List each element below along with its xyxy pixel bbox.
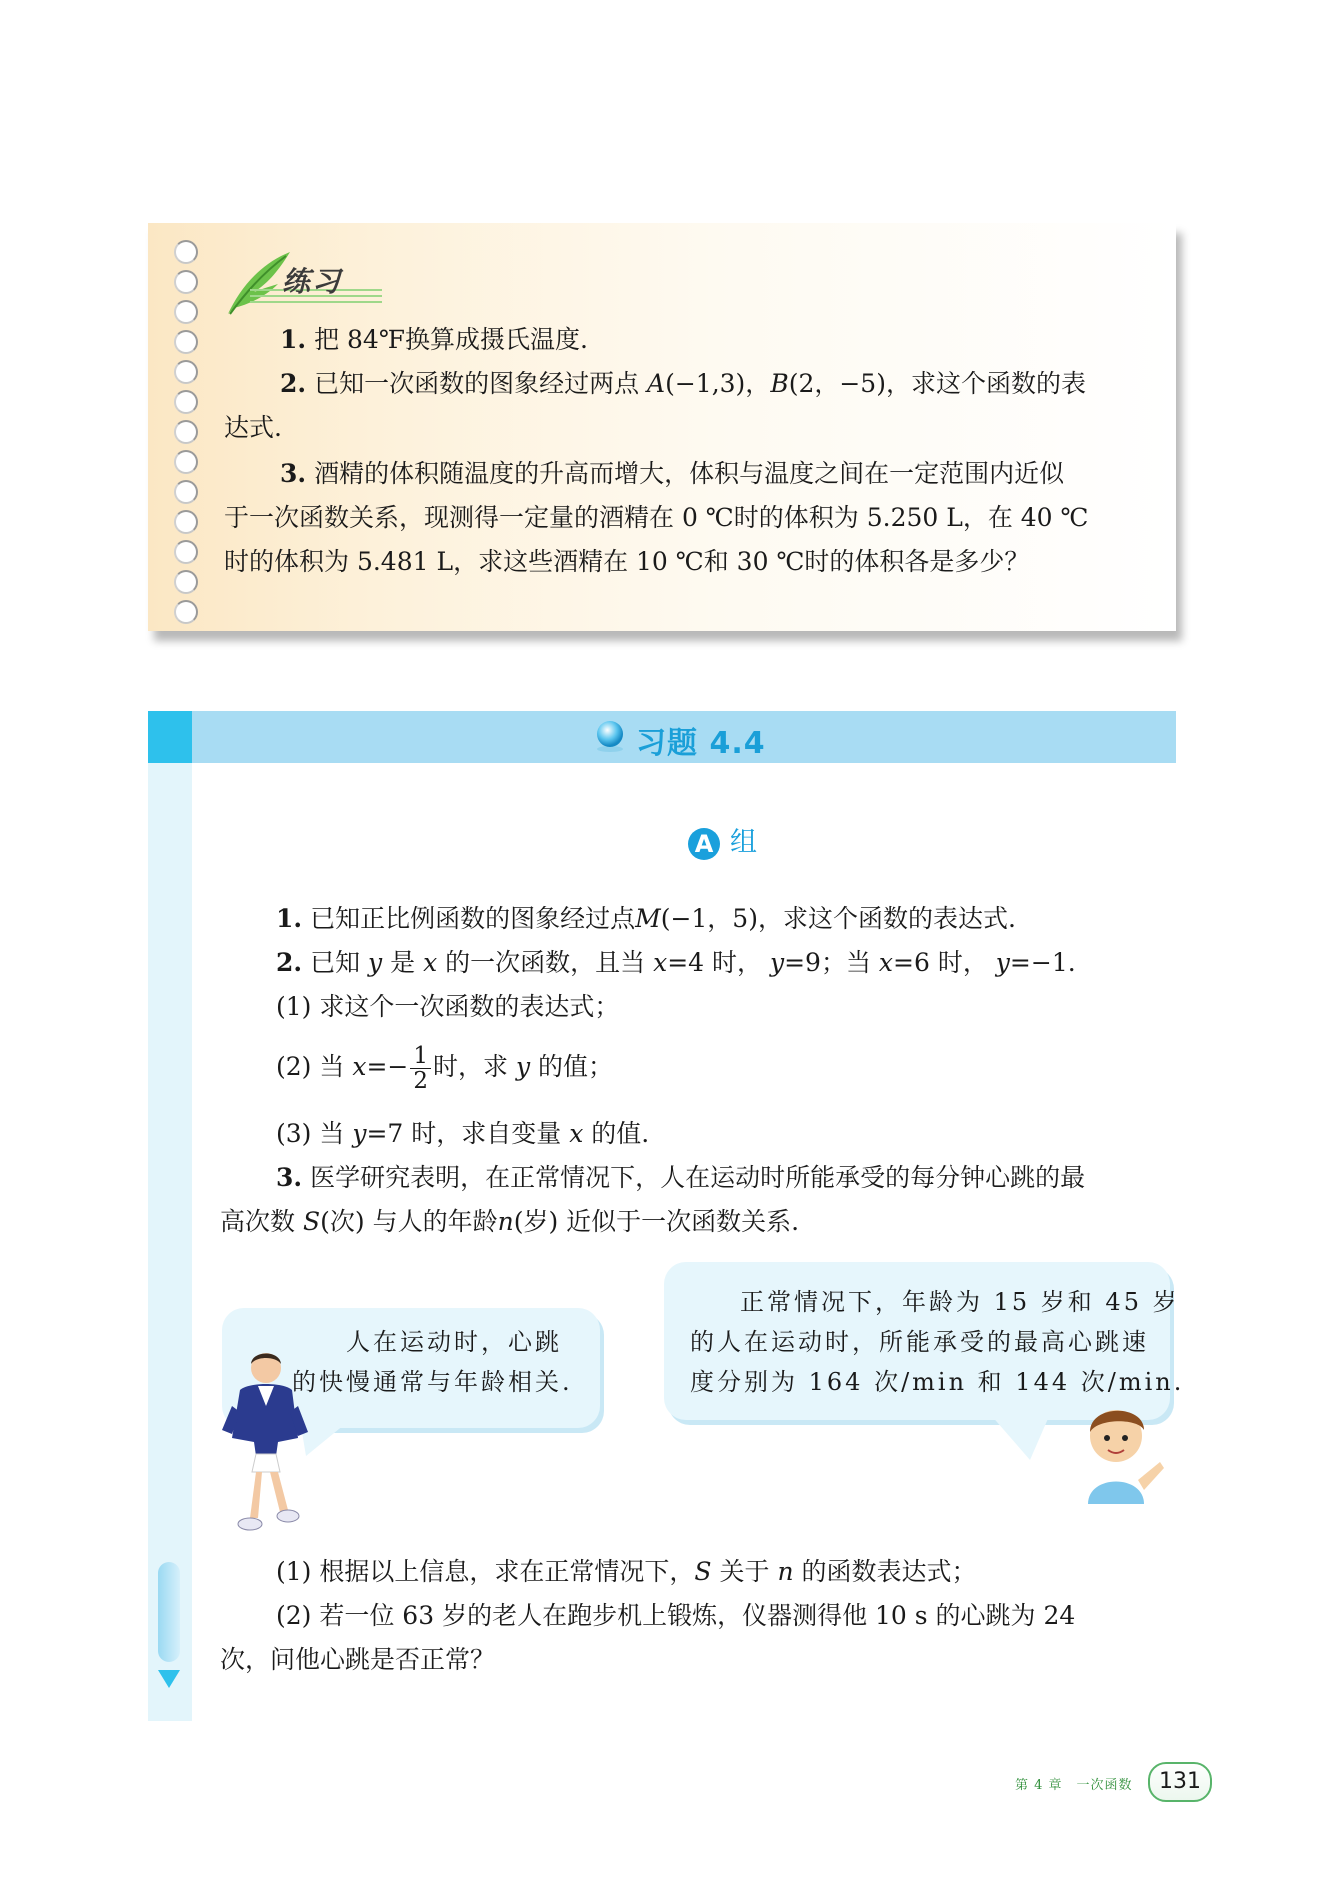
practice-question-3-line2: 于一次函数关系，现测得一定量的酒精在 0 ℃时的体积为 5.250 L，在 40 ℃ [224, 503, 1089, 532]
question-text: (2) 当 [276, 1052, 345, 1081]
exercise-question-3-part1 [276, 1550, 977, 1594]
exercise-question-1 [276, 897, 1016, 941]
runner-illustration-icon [218, 1346, 314, 1544]
math-var: x [878, 948, 894, 977]
binder-ring-icon [174, 450, 198, 474]
globe-icon [590, 718, 630, 754]
practice-question-2 [280, 362, 1086, 406]
bubble-right-line2: 的人在运动时，所能承受的最高心跳速 [690, 1328, 1149, 1356]
side-scroll-bar [158, 1562, 180, 1662]
math-var: y [368, 948, 383, 977]
question-text: (−1，5)，求这个函数的表达式. [660, 904, 1016, 933]
question-text: 时，求 [432, 1052, 508, 1081]
question-text: =−1. [1009, 948, 1076, 977]
binder-ring-icon [174, 330, 198, 354]
question-number: 1. [280, 325, 307, 354]
chapter-label: 第 4 章 一次函数 [1015, 1778, 1133, 1793]
math-var: S [302, 1207, 321, 1236]
binder-ring-icon [174, 510, 198, 534]
math-var: B [770, 369, 789, 398]
practice-question-2-cont: 达式. [224, 413, 282, 442]
bubble-right-line3: 度分别为 164 次/min 和 144 次/min. [690, 1368, 1185, 1396]
banner-square [148, 711, 192, 763]
fraction-numerator: 1 [410, 1044, 431, 1069]
exercise-question-3-part2-cont: 次，问他心跳是否正常？ [220, 1645, 496, 1674]
question-text: 已知 [310, 948, 361, 977]
math-var: x [423, 948, 438, 977]
question-text: (次) 与人的年龄 [320, 1207, 498, 1236]
question-text: =9；当 [784, 948, 871, 977]
math-var: A [647, 369, 666, 398]
math-var: x [653, 948, 668, 977]
binder-ring-icon [174, 570, 198, 594]
math-var: n [777, 1557, 794, 1586]
question-text: =6 时， [893, 948, 988, 977]
binder-ring-icon [174, 240, 198, 264]
math-var: M [635, 904, 661, 933]
question-number: 1. [276, 904, 303, 933]
fraction-denominator: 2 [413, 1068, 428, 1094]
question-text: (1) 根据以上信息，求在正常情况下， [276, 1557, 695, 1586]
question-text: 把 84℉换算成摄氏温度. [314, 325, 588, 354]
math-var: y [352, 1119, 367, 1148]
math-var: n [497, 1207, 514, 1236]
question-text: 的一次函数，且当 [445, 948, 646, 977]
exercise-question-2-part1: (1) 求这个一次函数的表达式； [276, 992, 620, 1021]
bubble-right-line1: 正常情况下，年龄为 15 岁和 45 岁 [740, 1288, 1180, 1316]
question-text: 的值. [591, 1119, 650, 1148]
question-number: 2. [280, 369, 307, 398]
exercise-question-2-part2 [276, 1040, 613, 1094]
math-var: x [352, 1052, 367, 1081]
question-number: 3. [280, 459, 307, 488]
group-heading [688, 820, 757, 860]
exercise-question-2-part3 [276, 1112, 649, 1156]
exercise-question-3-part2: (2) 若一位 63 岁的老人在跑步机上锻炼，仪器测得他 10 s 的心跳为 24 [276, 1601, 1076, 1630]
math-var: y [769, 948, 785, 977]
practice-question-1 [280, 318, 588, 362]
question-text: (−1,3)， [665, 369, 771, 398]
binder-ring-icon [174, 540, 198, 564]
binder-ring-icon [174, 600, 198, 624]
question-text: =4 时， [667, 948, 763, 977]
boy-illustration-icon [1078, 1400, 1170, 1504]
binder-ring-icon [174, 270, 198, 294]
binder-ring-icon [174, 390, 198, 414]
question-text: (2，−5)，求这个函数的表 [788, 369, 1086, 398]
bubble-left-line1: 人在运动时，心跳 [346, 1328, 562, 1356]
math-var: y [995, 948, 1010, 977]
group-label: 组 [730, 827, 757, 858]
binder-ring-icon [174, 480, 198, 504]
bubble-tail-icon [990, 1414, 1060, 1464]
question-number: 3. [276, 1163, 303, 1192]
math-var: S [694, 1557, 712, 1586]
practice-heading [220, 248, 390, 318]
bubble-left-line2: 的快慢通常与年龄相关. [292, 1368, 573, 1396]
question-text: 的函数表达式； [801, 1557, 977, 1586]
binder-ring-icon [174, 360, 198, 384]
exercise-question-3-line2 [220, 1200, 799, 1244]
question-text: (岁) 近似于一次函数关系. [513, 1207, 800, 1236]
question-text: 是 [390, 948, 416, 977]
math-var: x [569, 1119, 584, 1148]
exercise-title: 习题 4.4 [636, 726, 766, 761]
question-text: 酒精的体积随温度的升高而增大，体积与温度之间在一定范围内近似 [314, 459, 1065, 488]
down-triangle-icon [158, 1670, 180, 1688]
fraction [410, 1044, 431, 1093]
practice-title: 练习 [282, 265, 343, 298]
question-text: =− [366, 1052, 409, 1081]
question-text: (3) 当 [276, 1119, 345, 1148]
practice-question-3 [280, 452, 1064, 496]
question-text: 关于 [719, 1557, 770, 1586]
question-text: 医学研究表明，在正常情况下，人在运动时所能承受的每分钟心跳的最 [310, 1163, 1086, 1192]
question-text: =7 时，求自变量 [366, 1119, 562, 1148]
question-text: 已知一次函数的图象经过两点 [314, 369, 640, 398]
page-number: 131 [1148, 1762, 1212, 1802]
practice-question-3-line3: 时的体积为 5.481 L，求这些酒精在 10 ℃和 30 ℃时的体积各是多少？ [224, 547, 1030, 576]
group-badge: A [688, 828, 720, 860]
exercise-question-2 [276, 941, 1076, 985]
binder-ring-icon [174, 300, 198, 324]
question-text: 的值； [538, 1052, 614, 1081]
question-number: 2. [276, 948, 303, 977]
question-text: 已知正比例函数的图象经过点 [310, 904, 636, 933]
exercise-question-3 [276, 1156, 1085, 1200]
question-text: 高次数 [220, 1207, 296, 1236]
math-var: y [515, 1052, 531, 1081]
binder-ring-icon [174, 420, 198, 444]
